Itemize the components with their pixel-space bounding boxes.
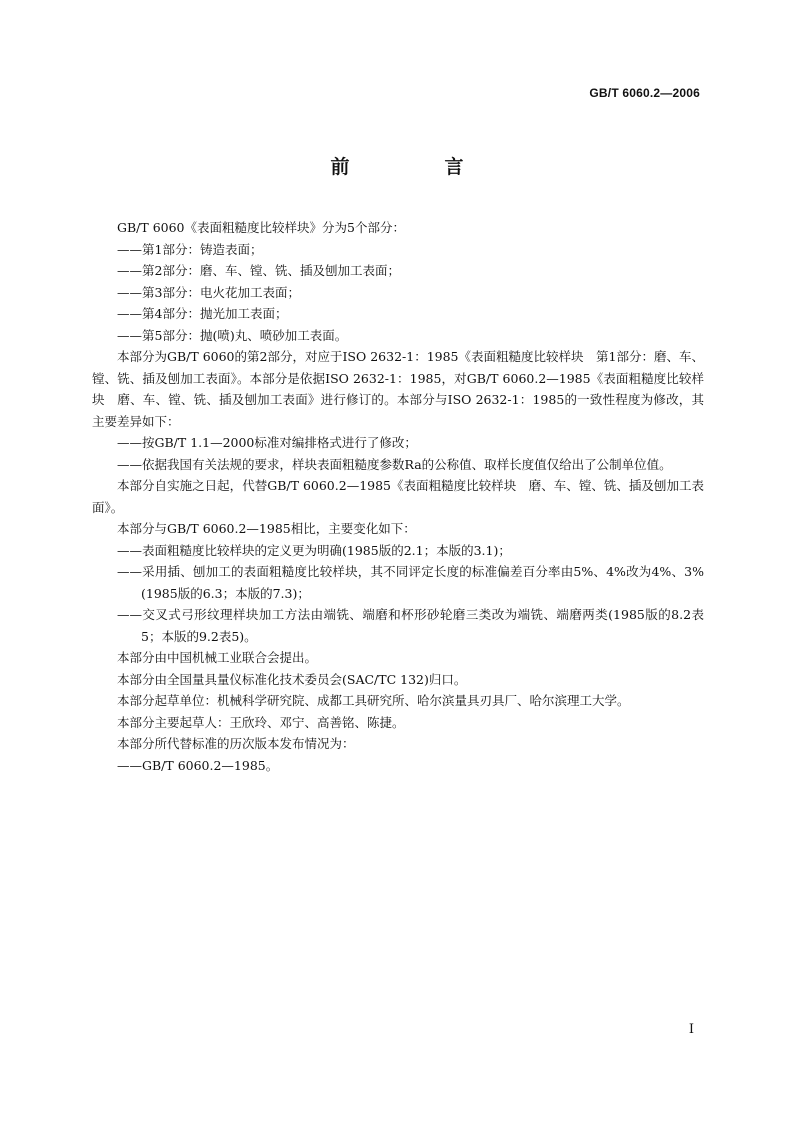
paragraph: 本部分起草单位：机械科学研究院、成都工具研究所、哈尔滨量具刃具厂、哈尔滨理工大学。 xyxy=(117,693,630,708)
paragraph: 本部分由中国机械工业联合会提出。 xyxy=(117,650,318,665)
list-item: ——第4部分：抛光加工表面； xyxy=(117,306,288,321)
list-item: ——依据我国有关法规的要求，样块表面粗糙度参数Ra的公称值、取样长度值仅给出了公制单位值。 xyxy=(117,456,672,472)
list-item: ——表面粗糙度比较样块的定义更为明确(1985版的2.1；本版的3.1)； xyxy=(117,542,511,558)
list-item: ——GB/T 6060.2—1985。 xyxy=(117,757,279,773)
list-item: ——第2部分：磨、车、镗、铣、插及刨加工表面； xyxy=(117,263,400,278)
list-item: ——第5部分：抛(喷)丸、喷砂加工表面。 xyxy=(117,327,348,343)
paragraph: GB/T 6060《表面粗糙度比较样块》分为5个部分： xyxy=(117,220,405,235)
standard-number: GB/T 6060.2—2006 xyxy=(589,86,700,100)
paragraph: 本部分自实施之日起，代替GB/T 6060.2—1985《表面粗糙度比较样块 磨、车、镗、铣、插及刨加工表面》。 xyxy=(92,478,704,515)
page-number: I xyxy=(688,1022,694,1037)
paragraph: 本部分主要起草人：王欣玲、邓宁、高善铭、陈捷。 xyxy=(117,714,405,730)
list-item: ——采用插、刨加工的表面粗糙度比较样块，其不同评定长度的标准偏差百分率由5%、4%改为4%、3%(1985版的6.3；本版的7.3)； xyxy=(117,564,704,601)
list-item: ——第1部分：铸造表面； xyxy=(117,241,263,257)
paragraph: 本部分由全国量具量仪标准化技术委员会(SAC/TC 132)归口。 xyxy=(117,671,467,687)
paragraph: 本部分所代替标准的历次版本发布情况为： xyxy=(117,736,355,751)
paragraph: 本部分为GB/T 6060的第2部分，对应于ISO 2632-1：1985《表面粗糙度比较样块 第1部分：磨、车、镗、铣、插及刨加工表面》。本部分是依据ISO 2632-1：1985，对GB/T 6060.2—1985《表面粗糙度比较样块 磨、车、镗、铣、插及刨加工表面》进行修订的。本部分与ISO 2632-1：1985的一致性程度为修改，其主要差异如下： xyxy=(92,349,704,429)
list-item: ——第3部分：电火花加工表面； xyxy=(117,284,300,300)
foreword-body xyxy=(92,217,704,776)
paragraph: 本部分与GB/T 6060.2—1985相比，主要变化如下： xyxy=(117,521,416,536)
list-item: ——按GB/T 1.1—2000标准对编排格式进行了修改； xyxy=(117,435,417,450)
page-title: 前 言 xyxy=(330,156,502,178)
list-item: ——交叉式弓形纹理样块加工方法由端铣、端磨和杯形砂轮磨三类改为端铣、端磨两类(1985版的8.2表5；本版的9.2表5)。 xyxy=(117,607,704,644)
